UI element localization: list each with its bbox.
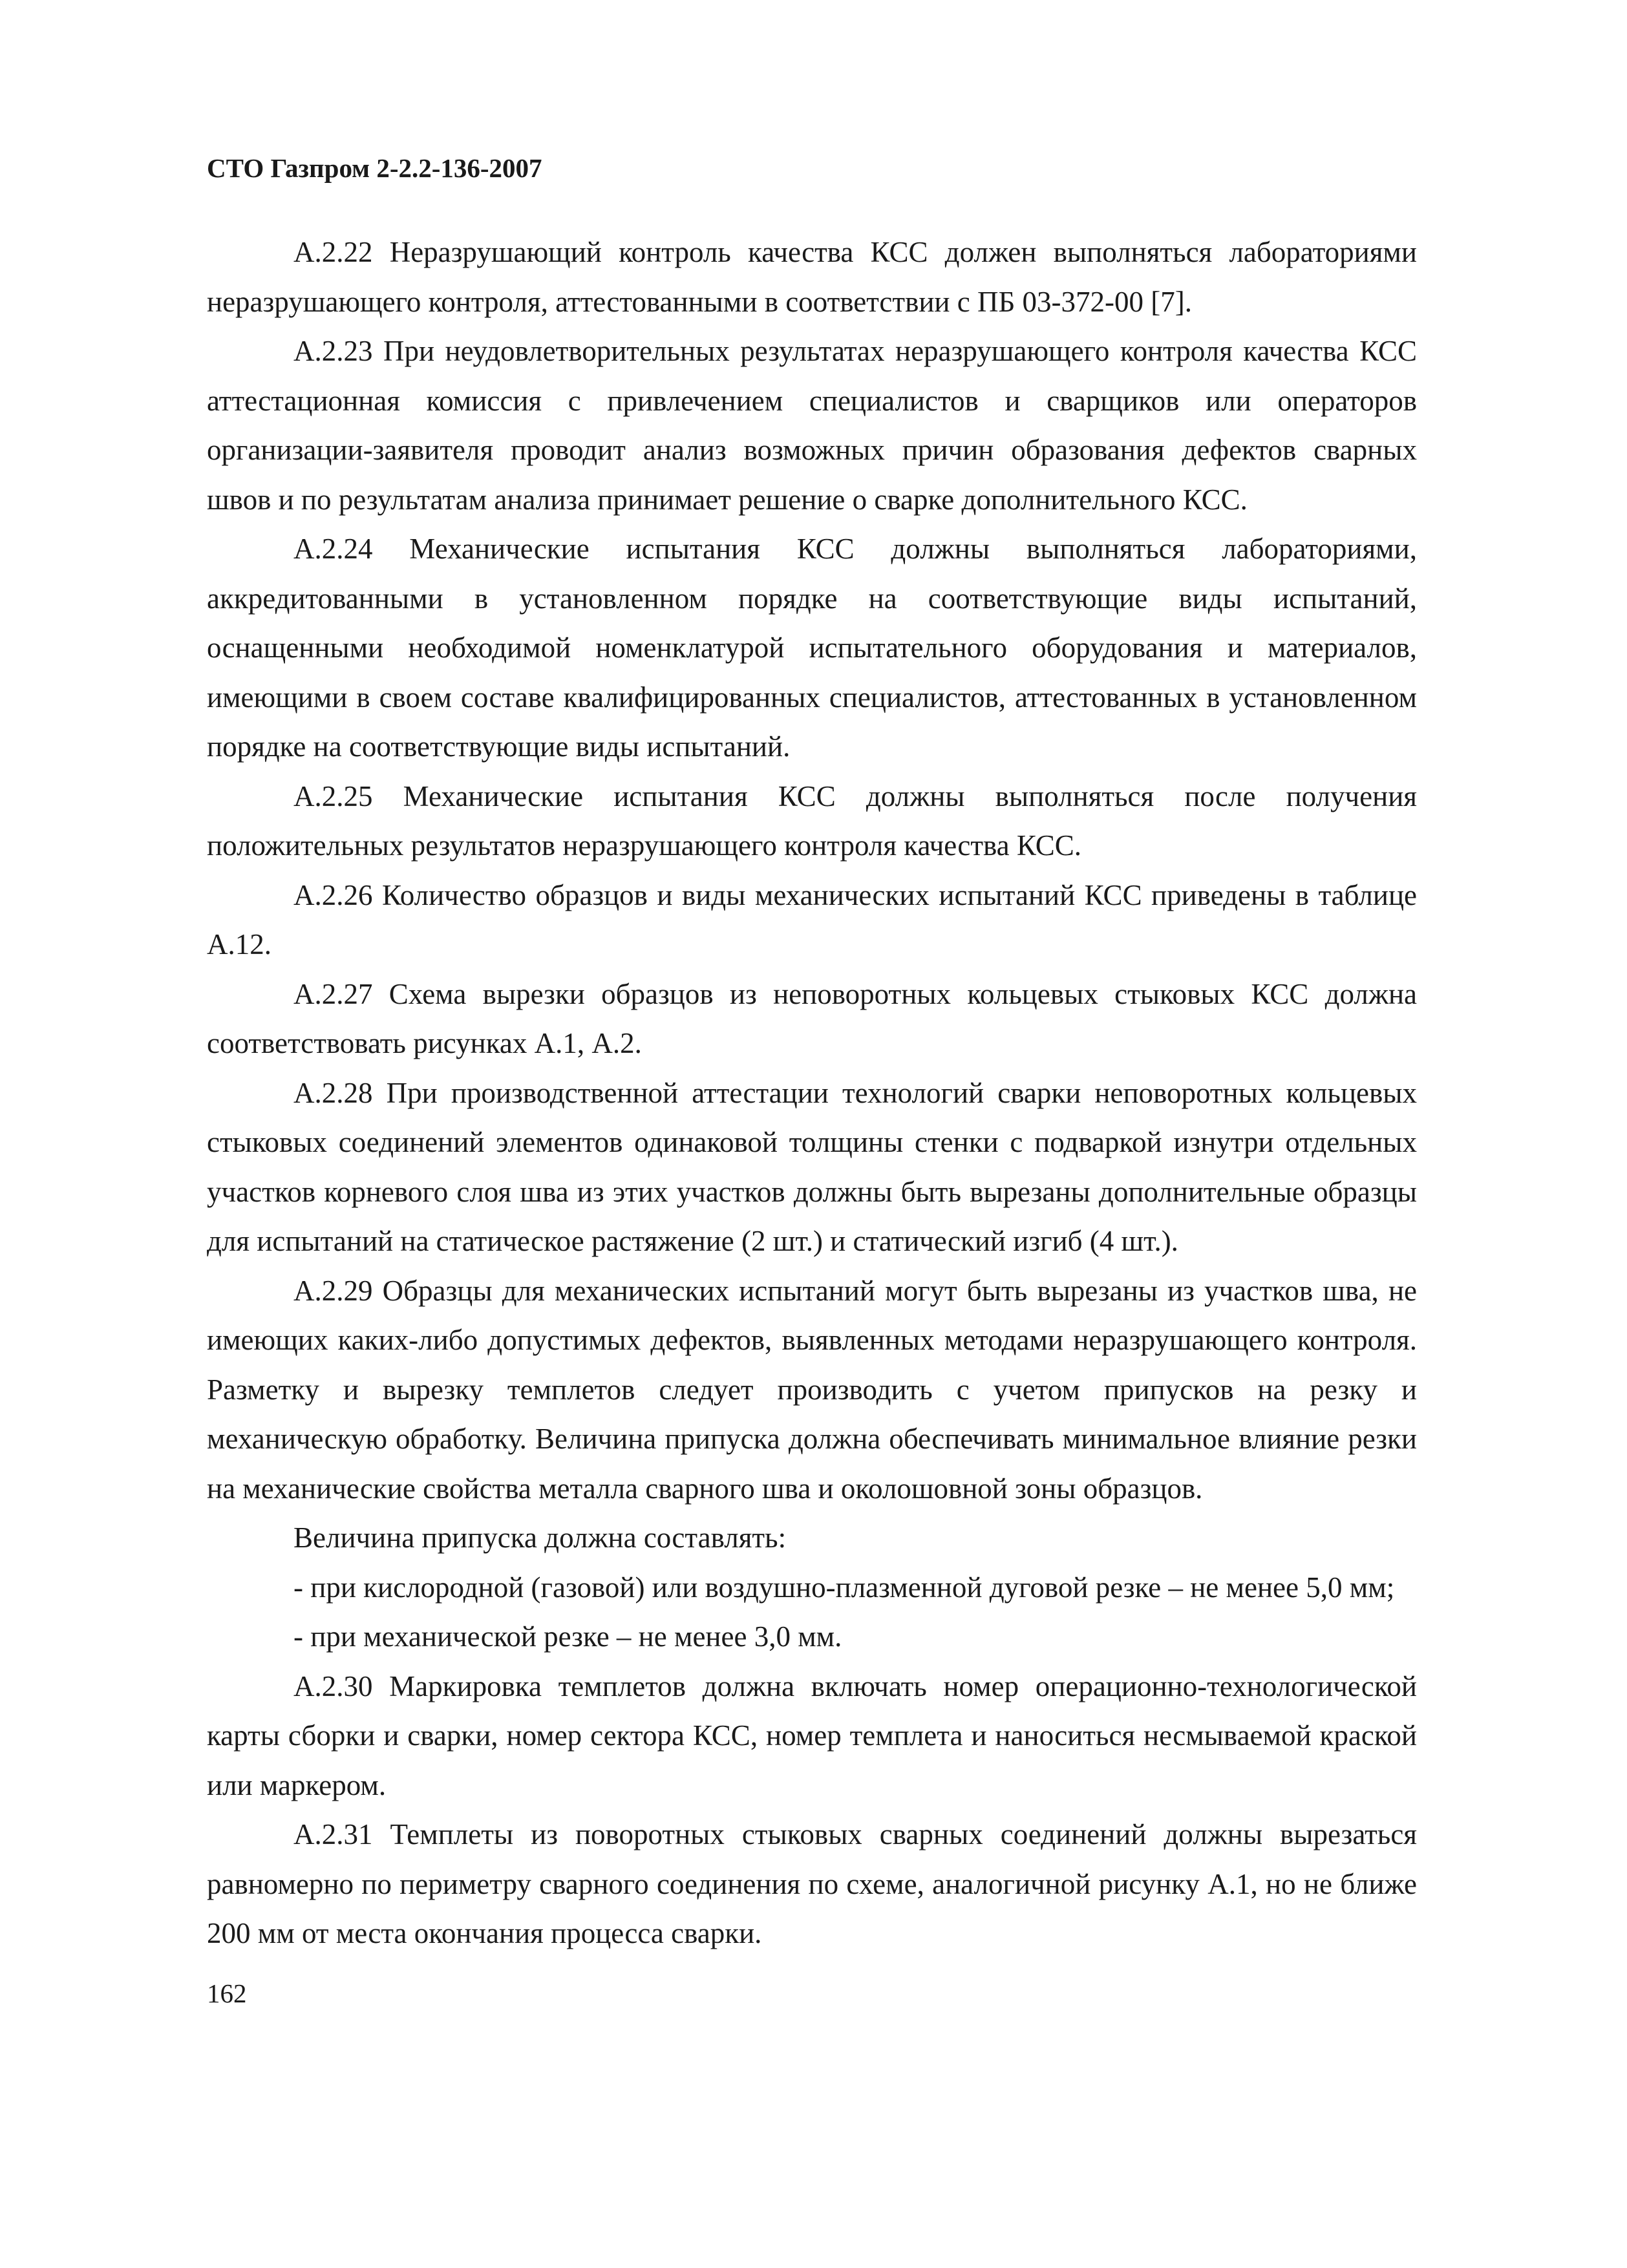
paragraph-a-2-29: А.2.29 Образцы для механических испытаний могут быть вырезаны из участков шва, не имеющих каких-либо допустимых дефектов, выявленных методами неразрушающего контроля. Разметку и вырезку темплетов следует производить с учетом припусков на резку и механическую обработку. Величина припуска должна обеспечивать минимальное влияние резки на механические свойства металла сварного шва и околошовной зоны образцов. xyxy=(207,1274,1417,1505)
document-body xyxy=(207,228,1417,1958)
paragraph-a-2-24: А.2.24 Механические испытания КСС должны выполняться лабораториями, аккредитованными в установленном порядке на соответствующие виды испытаний, оснащенными необходимой номенклатурой испытательного оборудования и материалов, имеющими в своем составе квалифицированных специалистов, аттестованных в установленном порядке на соответствующие виды испытаний. xyxy=(207,533,1417,763)
paragraph-a-2-23: А.2.23 При неудовлетворительных результатах неразрушающего контроля качества КСС аттестационная комиссия с привлечением специалистов и сварщиков или операторов организации-заявителя проводит анализ возможных причин образования дефектов сварных швов и по результатам анализа принимает решение о сварке дополнительного КСС. xyxy=(207,335,1417,516)
paragraph-allowance-intro: Величина припуска должна составлять: xyxy=(293,1521,787,1554)
paragraph-a-2-26: А.2.26 Количество образцов и виды механических испытаний КСС приведены в таблице А.12. xyxy=(207,878,1417,960)
paragraph-a-2-22: А.2.22 Неразрушающий контроль качества КСС должен выполняться лабораториями неразрушающего контроля, аттестованными в соответствии с ПБ 03-372-00 [7]. xyxy=(207,236,1417,318)
page-number: 162 xyxy=(207,1978,247,2008)
paragraph-a-2-25: А.2.25 Механические испытания КСС должны выполняться после получения положительных результатов неразрушающего контроля качества КСС. xyxy=(207,779,1417,862)
list-item-gas-cutting: - при кислородной (газовой) или воздушно-плазменной дуговой резке – не менее 5,0 мм; xyxy=(293,1571,1395,1604)
paragraph-a-2-28: А.2.28 При производственной аттестации технологий сварки неповоротных кольцевых стыковых соединений элементов одинаковой толщины стенки с подваркой изнутри отдельных участков корневого слоя шва из этих участков должны быть вырезаны дополнительные образцы для испытаний на статическое растяжение (2 шт.) и статический изгиб (4 шт.). xyxy=(207,1076,1417,1257)
paragraph-a-2-31: А.2.31 Темплеты из поворотных стыковых сварных соединений должны вырезаться равномерно по периметру сварного соединения по схеме, аналогичной рисунку А.1, но не ближе 200 мм от места окончания процесса сварки. xyxy=(207,1818,1417,1949)
paragraph-a-2-30: А.2.30 Маркировка темплетов должна включать номер операционно-технологической карты сборки и сварки, номер сектора КСС, номер темплета и наноситься несмываемой краской или маркером. xyxy=(207,1669,1417,1801)
paragraph-a-2-27: А.2.27 Схема вырезки образцов из неповоротных кольцевых стыковых КСС должна соответствовать рисунках А.1, А.2. xyxy=(207,977,1417,1059)
list-item-mechanical-cutting: - при механической резке – не менее 3,0 мм. xyxy=(293,1620,842,1653)
document-header: СТО Газпром 2-2.2-136-2007 xyxy=(207,153,542,183)
